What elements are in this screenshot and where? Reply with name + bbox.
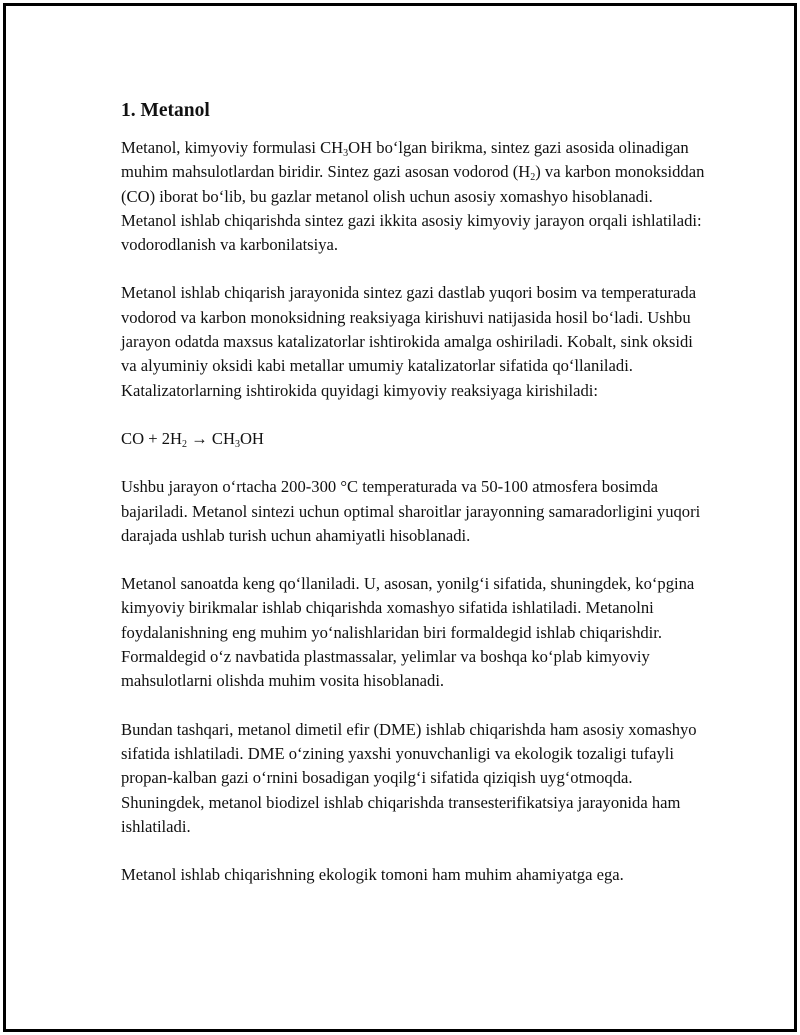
text-run: OH <box>239 428 264 448</box>
text-run: OH bo‘lgan birikma, sintez gazi asosida olinadigan muhim mahsulotlardan biridir. Sintez gazi asosan vodorod (H <box>121 138 689 182</box>
text-run: CH <box>211 428 235 448</box>
paragraph-intro <box>121 136 711 257</box>
reaction-equation <box>121 427 711 451</box>
subscript: 2 <box>530 172 536 184</box>
paragraph-ecology: Metanol ishlab chiqarishning ekologik tomoni ham muhim ahamiyatga ega. <box>121 865 624 885</box>
arrow-symbol: → <box>187 428 212 448</box>
paragraph-dme: Bundan tashqari, metanol dimetil efir (DME) ishlab chiqarishda ham asosiy xomashyo sifatida ishlatiladi. DME o‘zining yaxshi yonuvchanligi va ekologik tozaligi tufayli propan-kalban gazi o‘rnini bosadigan yoqilg‘i sifatida qiziqish uyg‘otmoqda. Shuningdek, metanol biodizel ishlab chiqarishda transesterifikatsiya jarayonida ham ishlatiladi. <box>121 719 697 836</box>
subscript: 3 <box>234 438 240 450</box>
document-page <box>3 3 797 1032</box>
section-heading: 1. Metanol <box>121 100 210 121</box>
paragraph-conditions: Ushbu jarayon o‘rtacha 200-300 °C temperaturada va 50-100 atmosfera bosimda bajariladi. Metanol sintezi uchun optimal sharoitlar jarayonning samaradorligini yuqori darajada ushlab turish uchun ahamiyatli hisoblanadi. <box>121 477 701 545</box>
text-run: CO + 2H <box>121 428 182 448</box>
paragraph-production: Metanol ishlab chiqarish jarayonida sintez gazi dastlab yuqori bosim va temperaturada vodorod va karbon monoksidning reaksiyaga kirishuvi natijasida hosil bo‘ladi. Ushbu jarayon odatda maxsus katalizatorlar ishtirokida amalga oshiriladi. Kobalt, sink oksidi va alyuminiy oksidi kabi metallar umumiy katalizatorlar sifatida qo‘llaniladi. Katalizatorlarning ishtirokida quyidagi kimyoviy reaksiyaga kirishiladi: <box>121 283 697 400</box>
text-run: Metanol, kimyoviy formulasi CH <box>121 138 344 157</box>
paragraph-applications: Metanol sanoatda keng qo‘llaniladi. U, asosan, yonilg‘i sifatida, shuningdek, ko‘pgina kimyoviy birikmalar ishlab chiqarishda xomashyo sifatida ishlatiladi. Metanolni foydalanishning eng muhim yo‘nalishlaridan biri formaldegid ishlab chiqarishdir. Formaldegid o‘z navbatida plastmassalar, yelimlar va boshqa ko‘plab kimyoviy mahsulotlarni olishda muhim vosita hisoblanadi. <box>121 574 695 691</box>
subscript: 2 <box>182 438 187 450</box>
text-run: ) va karbon monoksiddan (CO) iborat bo‘lib, bu gazlar metanol olish uchun asosiy xomashyo hisoblanadi. Metanol ishlab chiqarishda sintez gazi ikkita asosiy kimyoviy jarayon orqali ishlatiladi: vodorodlanish va karbonilatsiya. <box>121 162 705 255</box>
document-body <box>121 98 711 911</box>
subscript: 3 <box>343 148 349 159</box>
